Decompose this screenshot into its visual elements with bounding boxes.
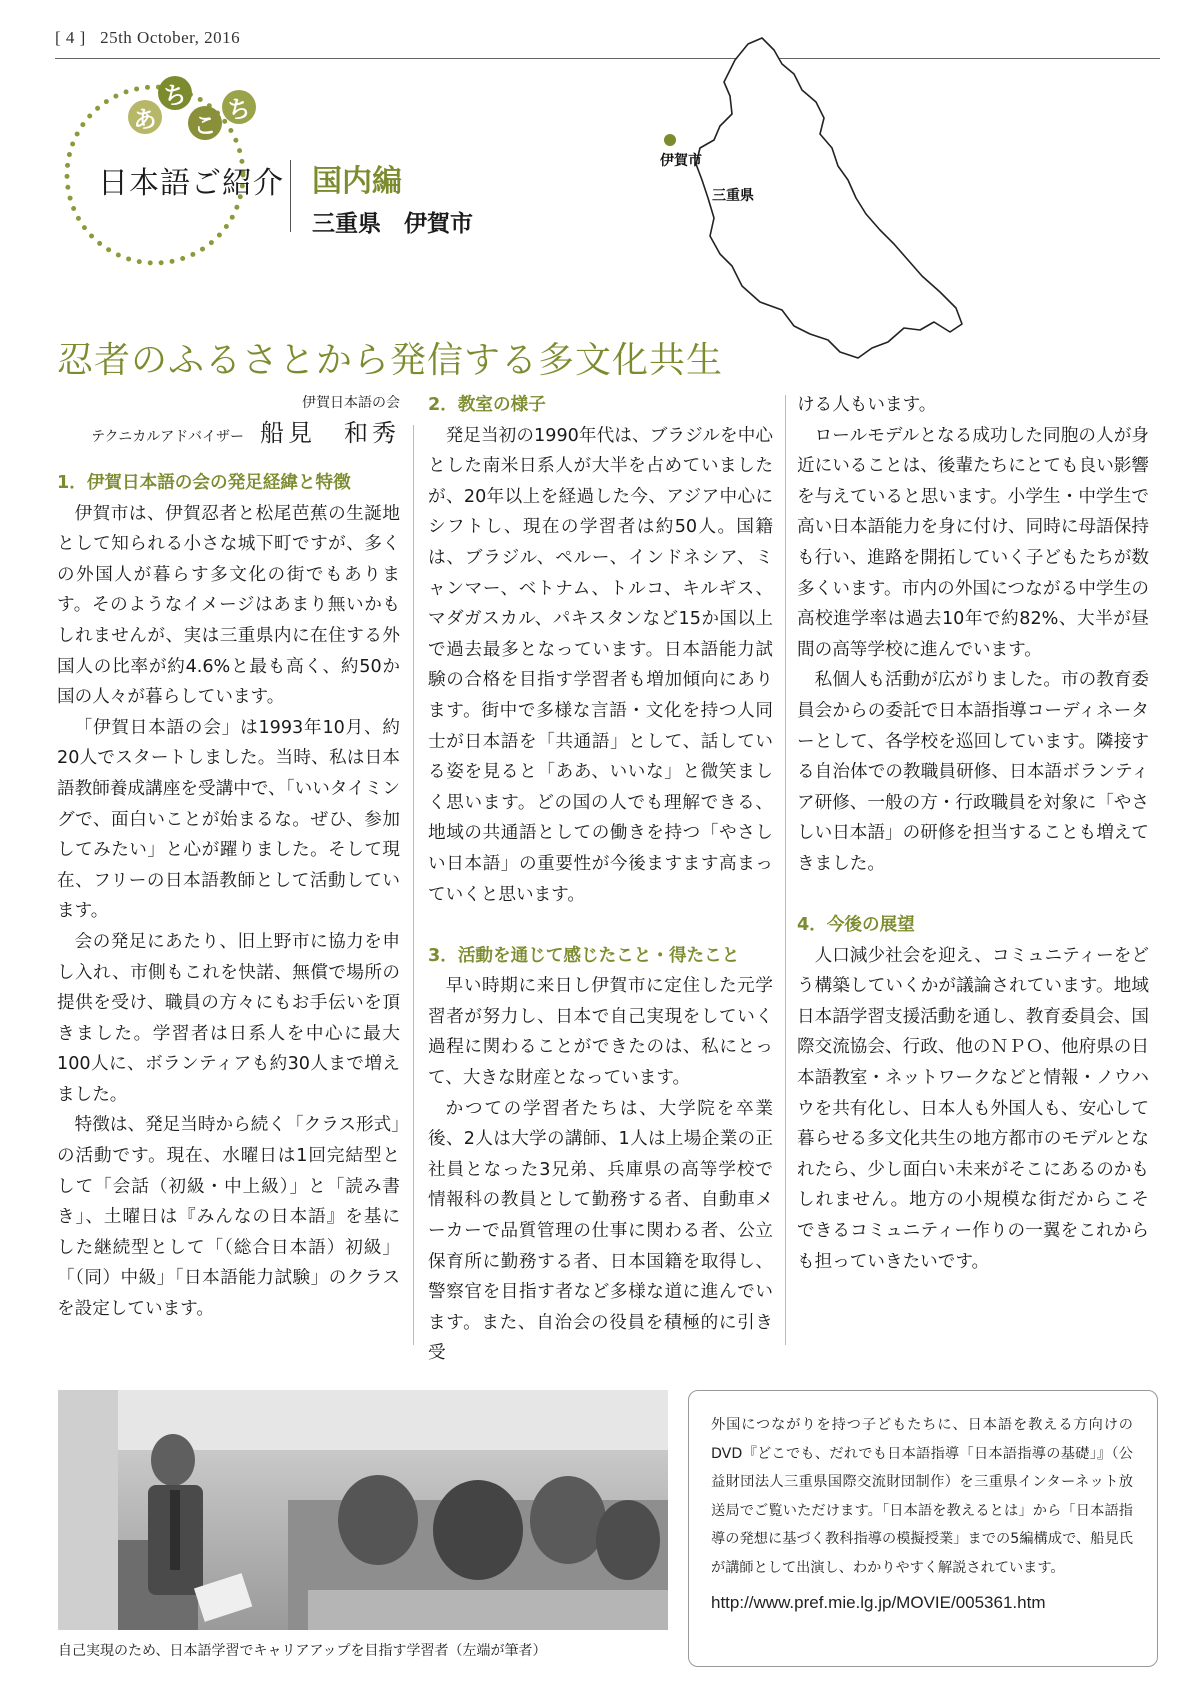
category-label: 国内編 [312,164,402,199]
logo-bubble-ko: こ [188,106,222,140]
author-organization: 伊賀日本語の会 [302,395,400,411]
dvd-info-text: 外国につながりを持つ子どもたちに、日本語を教える方向けのDVD『どこでも、だれでも日本語指導「日本語指導の基礎」』（公益財団法人三重県国際交流財団制作）を三重県インターネット放送局でご覧いただけます。「日本語を教えるとは」から「日本語指導の発想に基づく教科指導の模擬授業」までの5編構成で、船見氏が講師として出演し、わかりやすく解説されています。 [711,1417,1133,1576]
article-headline: 忍者のふるさとから発信する多文化共生 [57,340,724,381]
classroom-photo [58,1390,668,1630]
section-2-paragraph: 発足当初の1990年代は、ブラジルを中心とした南米日系人が大半を占めていましたが、20年以上を経過した今、アジア中心にシフトし、現在の学習者は約50人。国籍は、ブラジル、ペルー、インドネシア、ミャンマー、ベトナム、トルコ、キルギス、マダガスカル、パキスタンなど15か国以上で過去最多となっています。日本語能力試験の合格を目指す学習者も増加傾向にあります。街中で多様な言語・文化を持つ人同士が日本語を「共通語」として、話している姿を見ると「ああ、いいな」と微笑ましく思います。どの国の人でも理解できる、地域の共通語としての働きを持つ「やさしい日本語」の重要性が今後ますます高まっていくと思います。 [428,425,773,905]
map-label-mie: 三重県 [712,188,754,204]
city-marker [664,134,676,146]
section-1-paragraph: 特徴は、発足当時から続く「クラス形式」の活動です。現在、水曜日は1回完結型として「会話（初級・中上級）」と「読み書き」、土曜日は『みんなの日本語』を基にした継続型として「（総合日本語）初級」「（同）中級」「日本語能力試験」のクラスを設定しています。 [57,1115,400,1320]
section-3-paragraph: 私個人も活動が広がりました。市の教育委員会からの委託で日本語指導コーディネーターとして、各学校を巡回しています。隣接する自治体での教職員研修、日本語ボランティア研修、一般の方・行政職員を対象に「やさしい日本語」の研修を担当することも増えてきました。 [797,670,1149,874]
section-3-paragraph: 早い時期に来日し伊賀市に定住した元学習者が努力し、日本で自己実現をしていく過程に関わることができたのは、私にとって、大きな財産となっています。 [428,976,773,1089]
author-line [57,416,400,454]
section-1-heading: 1．伊賀日本語の会の発足経緯と特徴 [57,473,351,493]
logo-bubble-a: あ [128,100,162,134]
column-divider-1 [413,425,414,1345]
issue-date: 25th October, 2016 [100,28,241,47]
column-3 [797,390,1149,1277]
logo-bubble-chi-2: ち [222,90,256,124]
mie-map [660,30,990,364]
section-1-paragraph: 「伊賀日本語の会」は1993年10月、約20人でスタートしました。当時、私は日本語教師養成講座を受講中で、「いいタイミングで、面白いことが始まるな。ぜひ、参加してみたい」と心が躍りました。そして現在、フリーの日本語教師として活動しています。 [57,717,400,922]
dvd-info-url[interactable]: http://www.pref.mie.lg.jp/MOVIE/005361.htm [711,1592,1046,1612]
section-3-continuation: ける人もいます。 [797,395,937,415]
photo-caption: 自己実現のため、日本語学習でキャリアアップを目指す学習者（左端が筆者） [58,1643,547,1659]
location-label: 三重県 伊賀市 [312,211,473,237]
author-role: テクニカルアドバイザー [91,429,244,445]
section-4-paragraph: 人口減少社会を迎え、コミュニティーをどう構築していくかが議論されています。地域日本語学習支援活動を通し、教育委員会、国際交流協会、行政、他のＮＰＯ、他府県の日本語教室・ネットワークなどと情報・ノウハウを共有化し、日本人も外国人も、安心して暮らせる多文化共生の地方都市のモデルとなれたら、少し面白い未来がそこにあるのかもしれません。地方の小規模な街だからこそできるコミュニティー作りの一翼をこれからも担っていきたいです。 [797,945,1149,1272]
section-2-heading: 2．教室の様子 [428,395,546,415]
section-3-heading: 3．活動を通じて感じたこと・得たこと [428,945,740,966]
page-header [55,28,240,48]
author-name: 船見 和秀 [260,419,400,447]
section-1-paragraph: 伊賀市は、伊賀忍者と松尾芭蕉の生誕地として知られる小さな城下町ですが、多くの外国人が暮らす多文化の街でもあります。そのようなイメージはあまり無いかもしれませんが、実は三重県内に在住する外国人の比率が約4.6%と最も高く、約50か国の人々が暮らしています。 [57,503,400,708]
section-1-paragraph: 会の発足にあたり、旧上野市に協力を申し入れ、市側もこれを快諾、無償で場所の提供を受け、職員の方々にもお手伝いを頂きました。学習者は日系人を中心に最大100人に、ボランティアも約30人まで増えました。 [57,931,400,1105]
page-number: [ 4 ] [55,28,86,47]
section-3-paragraph: かつての学習者たちは、大学院を卒業後、2人は大学の講師、1人は上場企業の正社員となった3兄弟、兵庫県の高等学校で情報科の教員として勤務する者、自動車メーカーで品質管理の仕事に関わる者、公立保育所に勤務する者、日本国籍を取得し、警察官を目指す者など多様な道に進んでいます。また、自治会の役員を積極的に引き受 [428,1098,773,1364]
logo-bubble-chi: ち [158,76,192,110]
column-2 [428,390,773,1369]
classroom-photo-image [58,1390,668,1630]
column-1 [57,390,400,1325]
map-label-iga: 伊賀市 [660,153,702,169]
section-3-paragraph: ロールモデルとなる成功した同胞の人が身近にいることは、後輩たちにとても良い影響を与えていると思います。小学生・中学生で高い日本語能力を身に付け、同時に母語保持も行い、進路を開拓していく子どもたちが数多くいます。市内の外国につながる中学生の高校進学率は過去10年で約82%、大半が昼間の高等学校に進んでいます。 [797,425,1149,660]
title-divider [290,160,291,232]
series-title: 日本語ご紹介 [98,166,284,201]
section-4-heading: 4．今後の展望 [797,915,915,936]
dvd-info-box [688,1390,1158,1667]
header-rule [55,58,1160,59]
column-divider-2 [785,395,786,1345]
